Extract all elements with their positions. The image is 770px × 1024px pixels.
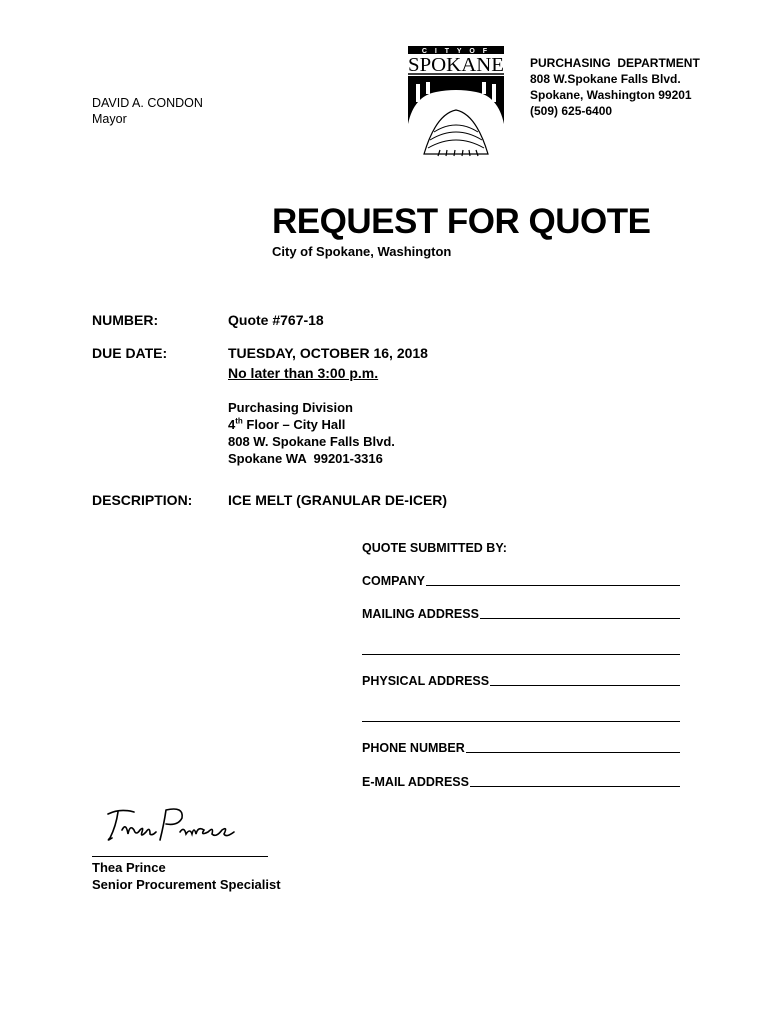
- quote-submitted-heading: QUOTE SUBMITTED BY:: [362, 541, 507, 555]
- phone-number-line[interactable]: [466, 751, 680, 753]
- signatory-name: Thea Prince: [92, 860, 166, 875]
- submission-address: [228, 399, 395, 467]
- physical-address-line-2[interactable]: [362, 721, 680, 722]
- dept-street: 808 W.Spokane Falls Blvd.: [530, 72, 681, 86]
- mayor-title: Mayor: [92, 112, 127, 126]
- number-value: Quote #767-18: [228, 312, 324, 328]
- number-label: NUMBER:: [92, 312, 159, 328]
- phone-number-field[interactable]: [362, 741, 680, 755]
- description-label: DESCRIPTION:: [92, 492, 193, 508]
- dept-name: PURCHASING DEPARTMENT: [530, 56, 700, 70]
- mailing-address-field[interactable]: [362, 607, 680, 621]
- logo-spokane-text: SPOKANE: [408, 54, 504, 76]
- dept-phone: (509) 625-6400: [530, 104, 613, 118]
- address-floor-number: 4: [228, 417, 236, 432]
- mailing-address-line-2[interactable]: [362, 654, 680, 655]
- signatory-block: [92, 859, 281, 893]
- description-value: ICE MELT (GRANULAR DE-ICER): [228, 492, 448, 508]
- mayor-name: DAVID A. CONDON: [92, 96, 203, 110]
- company-field[interactable]: [362, 574, 680, 588]
- mayor-block: [92, 95, 203, 127]
- city-of-spokane-logo: [406, 44, 506, 158]
- due-time-value: No later than 3:00 p.m.: [228, 365, 379, 381]
- address-line-city: Spokane WA 99201-3316: [228, 451, 383, 466]
- phone-number-label: PHONE NUMBER: [362, 741, 465, 755]
- mailing-address-label: MAILING ADDRESS: [362, 607, 479, 621]
- signature-line: [92, 856, 268, 857]
- address-floor-text: Floor – City Hall: [242, 417, 346, 432]
- department-block: [530, 55, 700, 119]
- handwritten-signature: [100, 800, 250, 846]
- company-line[interactable]: [426, 584, 680, 586]
- email-address-label: E-MAIL ADDRESS: [362, 775, 469, 789]
- due-date-value: TUESDAY, OCTOBER 16, 2018: [228, 345, 428, 361]
- mailing-address-line[interactable]: [480, 617, 680, 619]
- page-subtitle: City of Spokane, Washington: [272, 244, 452, 259]
- company-label: COMPANY: [362, 574, 425, 588]
- due-date-label: DUE DATE:: [92, 345, 168, 361]
- email-address-line[interactable]: [470, 785, 680, 787]
- physical-address-field[interactable]: [362, 674, 680, 688]
- logo-city-of-text: C I T Y O F: [421, 48, 491, 55]
- physical-address-line[interactable]: [490, 684, 680, 686]
- address-line-division: Purchasing Division: [228, 400, 353, 415]
- dept-city: Spokane, Washington 99201: [530, 88, 692, 102]
- page-title: REQUEST FOR QUOTE: [272, 202, 651, 241]
- address-line-street: 808 W. Spokane Falls Blvd.: [228, 434, 395, 449]
- address-line-floor: [228, 416, 395, 433]
- signatory-title: Senior Procurement Specialist: [92, 877, 281, 892]
- email-address-field[interactable]: [362, 775, 680, 789]
- address-floor-suffix: th: [235, 416, 243, 426]
- physical-address-label: PHYSICAL ADDRESS: [362, 674, 490, 688]
